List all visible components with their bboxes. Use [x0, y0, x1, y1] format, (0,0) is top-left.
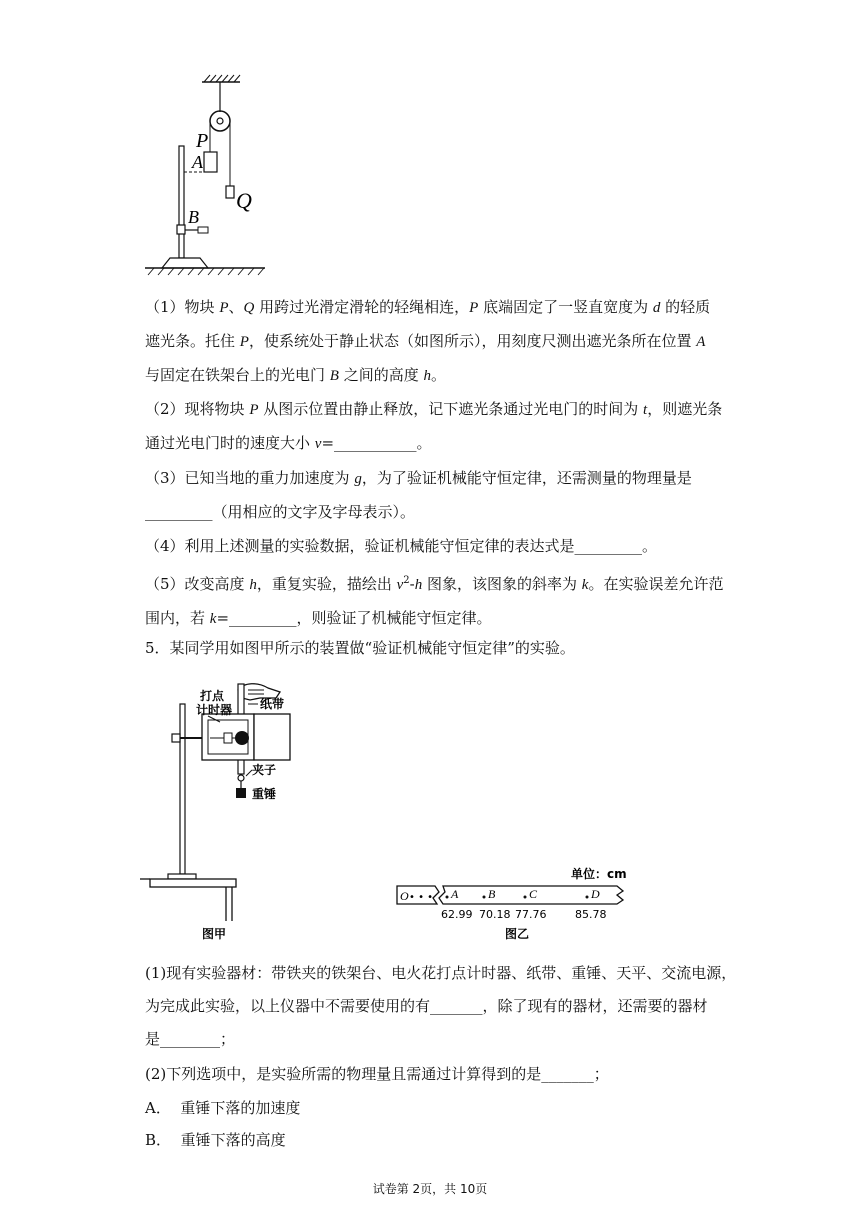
option-a-text: 重锤下落的加速度 [180, 1099, 301, 1117]
value-85-78: 85.78 [575, 908, 607, 921]
value-62-99: 62.99 [441, 908, 473, 921]
label-q: Q [236, 188, 252, 213]
value-77-76: 77.76 [515, 908, 547, 921]
label-tape: 纸带 [260, 697, 285, 711]
option-b-text: 重锤下落的高度 [180, 1131, 286, 1149]
point-a: A [451, 887, 459, 901]
page-footer: 试卷第 2页，共 10页 [372, 1182, 488, 1196]
label-timer-2: 计时器 [196, 703, 233, 717]
unit-label: 单位：cm [571, 867, 627, 881]
label-weight: 重锤 [252, 787, 277, 801]
option-a[interactable] [145, 1098, 300, 1118]
label-p: P [196, 130, 209, 152]
option-b-label: B． [145, 1131, 172, 1149]
q5-step1: (1)现有实验器材：带铁夹的铁架台、电火花打点计时器、纸带、重锤、天平、交流电源， 为完成此实验，以上仪器中不需要使用的有_______，除了现有的器材，还需要的器材 是________； [145, 964, 737, 1048]
pulley-apparatus-figure [140, 72, 275, 277]
q4-step4: （4）利用上述测量的实验数据，验证机械能守恒定律的表达式是_________。 [145, 537, 658, 555]
caption-jia: 图甲 [202, 927, 227, 941]
option-a-label: A． [145, 1099, 171, 1117]
label-clip: 夹子 [252, 763, 277, 777]
figure-jia [140, 676, 300, 946]
q4-step2: （2）现将物块 P 从图示位置由静止释放，记下遮光条通过光电门的时间为 t，则遮光条 通过光电门时的速度大小 v=___________。 [145, 400, 723, 452]
value-70-18: 70.18 [479, 908, 511, 921]
option-b[interactable] [145, 1130, 286, 1150]
q4-step5: （5）改变高度 h，重复实验，描绘出 $v^2-h$ 图象，该图象的斜率为 k。在实验误差允许范 围内，若 k=_________，则验证了机械能守恒定律。 [145, 575, 724, 627]
label-timer-1: 打点 [200, 689, 225, 703]
point-d: D [591, 887, 600, 901]
figure-yi [395, 860, 635, 945]
q5-step2: (2)下列选项中，是实验所需的物理量且需通过计算得到的是_______； [145, 1065, 609, 1083]
caption-yi: 图乙 [505, 927, 530, 941]
point-b: B [488, 887, 496, 901]
label-a: A [192, 152, 203, 172]
dots: • • • [409, 892, 434, 903]
q4-step3: （3）已知当地的重力加速度为 g，为了验证机械能守恒定律，还需测量的物理量是 _________（用相应的文字及字母表示）。 [145, 469, 692, 521]
q5-intro: 5．某同学用如图甲所示的装置做“验证机械能守恒定律”的实验。 [145, 639, 575, 657]
point-o: O [400, 889, 409, 903]
point-c: C [529, 887, 538, 901]
label-b: B [188, 207, 199, 227]
q4-step1: （1）物块 P、Q 用跨过光滑定滑轮的轻绳相连，P 底端固定了一竖直宽度为 d 的轻质 遮光条。托住 P，使系统处于静止状态（如图所示），用刻度尺测出遮光条所在位置 A 与固定在铁架台上的光电门 B 之间的高度 h。 [145, 298, 711, 384]
